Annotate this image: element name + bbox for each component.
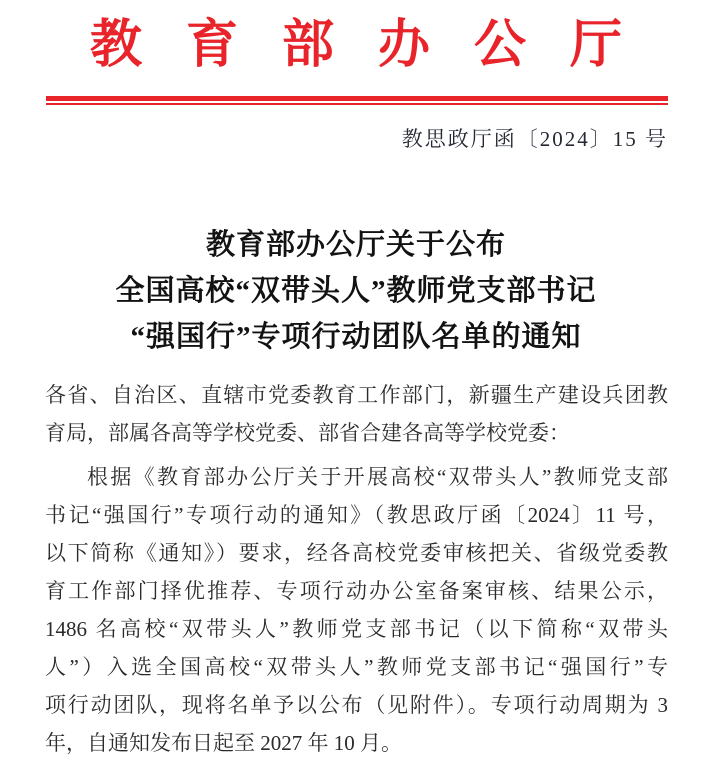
document-title-line: 教育部办公厅关于公布 <box>205 229 506 261</box>
body-line: 年，自通知发布日起至 2027 年 10 月。 <box>45 731 402 755</box>
divider-thick-line <box>46 96 668 101</box>
divider-thin-line <box>46 103 668 105</box>
document-title-line: 全国高校“双带头人”教师党支部书记 <box>115 275 597 307</box>
letterhead-org-name: 教育部办公厅 <box>89 17 666 74</box>
body-line: 根据《教育部办公厅关于开展高校“双带头人”教师党支部 <box>87 465 668 489</box>
document-title <box>0 222 712 360</box>
body-line: 以下简称《通知》）要求，经各高校党委审核把关、省级党委教 <box>45 541 668 565</box>
document-title-line: “强国行”专项行动团队名单的通知 <box>130 321 582 353</box>
body-line: 各省、自治区、直辖市党委教育工作部门，新疆生产建设兵团教 <box>45 383 668 407</box>
body-line: 育局，部属各高等学校党委、部省合建各高等学校党委： <box>45 421 570 445</box>
body-line: 育工作部门择优推荐、专项行动办公室备案审核、结果公示， <box>45 579 668 603</box>
document-number: 教思政厅函〔2024〕15 号 <box>401 127 668 151</box>
body-line: 书记“强国行”专项行动的通知》（教思政厅函〔2024〕11 号， <box>45 503 668 527</box>
letterhead-divider <box>46 96 668 105</box>
body-line: 项行动团队，现将名单予以公布（见附件）。专项行动周期为 3 <box>45 693 668 717</box>
body-line: 人”）入选全国高校“双带头人”教师党支部书记“强国行”专 <box>45 655 668 679</box>
document-body <box>45 376 668 762</box>
body-line: 1486 名高校“双带头人”教师党支部书记（以下简称“双带头 <box>45 617 668 641</box>
